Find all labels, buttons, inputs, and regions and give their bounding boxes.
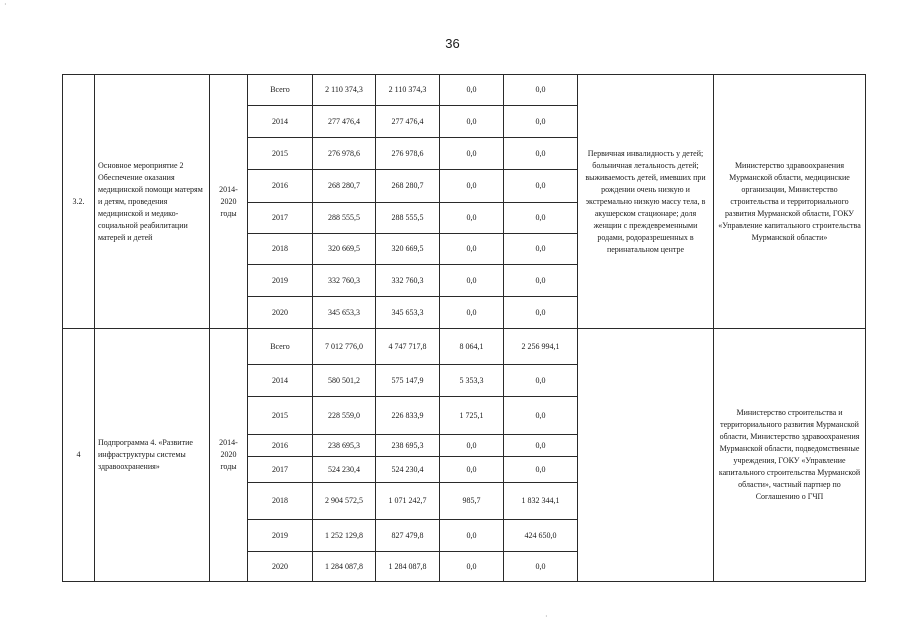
funding-total: 7 012 776,0 [313, 329, 376, 365]
item-number: 4 [63, 329, 95, 582]
funding-regional: 4 747 717,8 [376, 329, 440, 365]
funding-regional: 2 110 374,3 [376, 75, 440, 106]
funding-regional: 276 978,6 [376, 138, 440, 170]
funding-federal: 0,0 [440, 170, 504, 203]
funding-federal: 0,0 [440, 203, 504, 234]
table-body [63, 75, 866, 582]
period-label: 2019 [248, 520, 313, 552]
funding-other: 0,0 [504, 365, 578, 397]
funding-federal: 0,0 [440, 552, 504, 582]
funding-other: 0,0 [504, 203, 578, 234]
funding-federal: 0,0 [440, 435, 504, 457]
funding-federal: 1 725,1 [440, 397, 504, 435]
implementation-years: 2014-2020 годы [210, 75, 248, 329]
period-label: 2015 [248, 397, 313, 435]
funding-other: 0,0 [504, 170, 578, 203]
funding-federal: 0,0 [440, 138, 504, 170]
funding-federal: 0,0 [440, 106, 504, 138]
funding-regional: 332 760,3 [376, 265, 440, 297]
funding-other: 0,0 [504, 265, 578, 297]
funding-federal: 0,0 [440, 457, 504, 483]
funding-federal: 0,0 [440, 520, 504, 552]
period-label: 2015 [248, 138, 313, 170]
funding-regional: 1 071 242,7 [376, 483, 440, 520]
funding-other: 0,0 [504, 106, 578, 138]
funding-regional: 288 555,5 [376, 203, 440, 234]
funding-regional: 575 147,9 [376, 365, 440, 397]
funding-total: 524 230,4 [313, 457, 376, 483]
target-indicators: Первичная инвалидность у детей; больничная летальность детей; выживаемость детей, имевших при рождении очень низкую и экстремально низкую массу тела, в акушерском стационаре; доля женщин с преждевременными родами, родоразрешенных в перинатальном центре [578, 75, 714, 329]
funding-total: 580 501,2 [313, 365, 376, 397]
period-label: Всего [248, 329, 313, 365]
funding-total: 288 555,5 [313, 203, 376, 234]
funding-total: 228 559,0 [313, 397, 376, 435]
funding-regional: 1 284 087,8 [376, 552, 440, 582]
funding-total: 320 669,5 [313, 234, 376, 265]
funding-other: 0,0 [504, 75, 578, 106]
funding-other: 0,0 [504, 552, 578, 582]
funding-other: 0,0 [504, 435, 578, 457]
funding-federal: 985,7 [440, 483, 504, 520]
funding-other: 1 832 344,1 [504, 483, 578, 520]
funding-federal: 0,0 [440, 297, 504, 329]
funding-regional: 226 833,9 [376, 397, 440, 435]
period-label: Всего [248, 75, 313, 106]
funding-regional: 827 479,8 [376, 520, 440, 552]
scan-speck: · [4, 0, 7, 9]
period-label: 2020 [248, 552, 313, 582]
funding-total: 345 653,3 [313, 297, 376, 329]
target-indicators [578, 329, 714, 582]
funding-federal: 8 064,1 [440, 329, 504, 365]
measure-name: Подпрограмма 4. «Развитие инфраструктуры системы здравоохранения» [95, 329, 210, 582]
table-row [63, 75, 866, 106]
period-label: 2017 [248, 457, 313, 483]
funding-other: 0,0 [504, 297, 578, 329]
period-label: 2018 [248, 483, 313, 520]
program-table [62, 74, 866, 582]
funding-regional: 345 653,3 [376, 297, 440, 329]
funding-other: 0,0 [504, 457, 578, 483]
table-row [63, 329, 866, 365]
period-label: 2018 [248, 234, 313, 265]
funding-total: 332 760,3 [313, 265, 376, 297]
period-label: 2014 [248, 365, 313, 397]
period-label: 2014 [248, 106, 313, 138]
period-label: 2019 [248, 265, 313, 297]
funding-regional: 320 669,5 [376, 234, 440, 265]
implementation-years: 2014-2020 годы [210, 329, 248, 582]
funding-other: 0,0 [504, 138, 578, 170]
funding-regional: 277 476,4 [376, 106, 440, 138]
responsible-executors: Министерство строительства и территориального развития Мурманской области, Министерство здравоохранения Мурманской области, подведомственные учреждения, ГОКУ «Управление капитального строительства Мурманской области», частный партнер по Соглашению о ГЧП [714, 329, 866, 582]
scan-speck: · [545, 612, 548, 621]
funding-regional: 268 280,7 [376, 170, 440, 203]
funding-federal: 0,0 [440, 234, 504, 265]
measure-name: Основное мероприятие 2 Обеспечение оказания медицинской помощи матерям и детям, проведения медицинской и медико-социальной реабилитации матерей и детей [95, 75, 210, 329]
page-number: 36 [445, 36, 460, 51]
period-label: 2020 [248, 297, 313, 329]
funding-total: 277 476,4 [313, 106, 376, 138]
funding-federal: 0,0 [440, 265, 504, 297]
funding-total: 268 280,7 [313, 170, 376, 203]
period-label: 2017 [248, 203, 313, 234]
period-label: 2016 [248, 170, 313, 203]
funding-other: 0,0 [504, 397, 578, 435]
funding-total: 1 284 087,8 [313, 552, 376, 582]
funding-total: 1 252 129,8 [313, 520, 376, 552]
funding-total: 2 904 572,5 [313, 483, 376, 520]
funding-other: 0,0 [504, 234, 578, 265]
item-number: 3.2. [63, 75, 95, 329]
funding-other: 424 650,0 [504, 520, 578, 552]
responsible-executors: Министерство здравоохранения Мурманской области, медицинские организации, Министерство строительства и территориального развития Мурманской области, ГОКУ «Управление капитального строительства Мурманской области» [714, 75, 866, 329]
funding-other: 2 256 994,1 [504, 329, 578, 365]
funding-regional: 238 695,3 [376, 435, 440, 457]
funding-federal: 5 353,3 [440, 365, 504, 397]
funding-total: 276 978,6 [313, 138, 376, 170]
funding-regional: 524 230,4 [376, 457, 440, 483]
funding-total: 238 695,3 [313, 435, 376, 457]
funding-total: 2 110 374,3 [313, 75, 376, 106]
period-label: 2016 [248, 435, 313, 457]
funding-federal: 0,0 [440, 75, 504, 106]
